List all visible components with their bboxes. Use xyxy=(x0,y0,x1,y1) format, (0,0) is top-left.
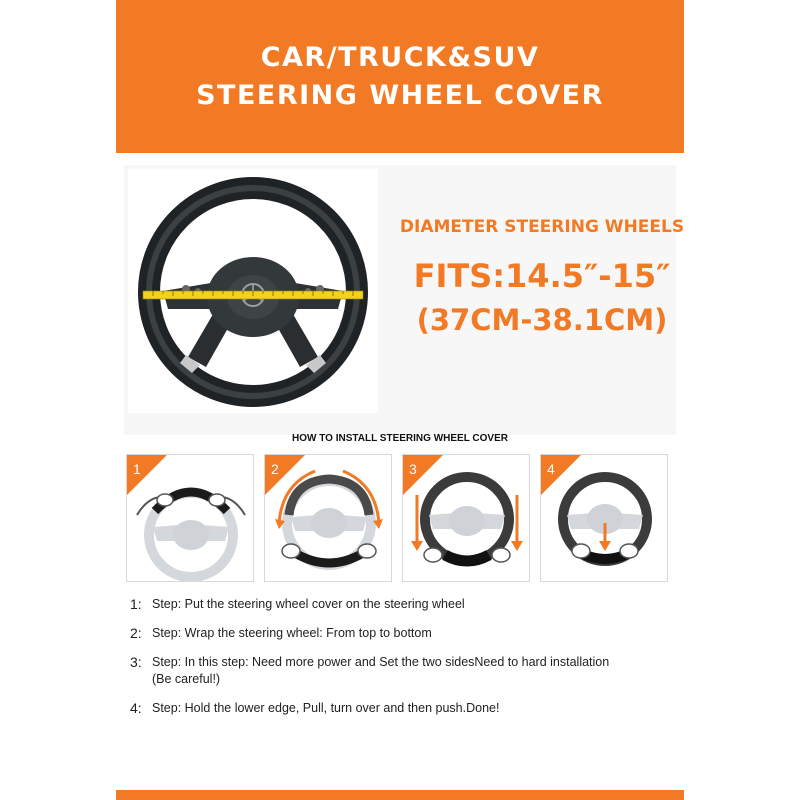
measured-wheel-image xyxy=(128,169,378,413)
step-text: Step: Wrap the steering wheel: From top to bottom xyxy=(152,626,432,640)
bottom-accent-bar xyxy=(116,790,684,800)
step-item-2 xyxy=(130,625,670,642)
step-4-illustration xyxy=(540,454,668,582)
banner-title-line1: CAR/TRUCK&SUV xyxy=(260,41,540,73)
step-3-number: 3 xyxy=(409,461,417,477)
install-steps-list xyxy=(130,596,670,729)
product-sheet xyxy=(116,0,684,800)
step-item-1 xyxy=(130,596,670,613)
install-heading: HOW TO INSTALL STEERING WHEEL COVER xyxy=(292,433,508,444)
step-text-continuation: (Be careful!) xyxy=(152,672,221,686)
steering-wheel-photo xyxy=(128,169,378,413)
step-3-illustration xyxy=(402,454,530,582)
step-number: 3: xyxy=(130,654,142,670)
step-4-number: 4 xyxy=(547,461,555,477)
title-banner xyxy=(116,0,684,153)
step-item-3 xyxy=(130,654,670,688)
step-2-number: 2 xyxy=(271,461,279,477)
step-text: Step: In this step: Need more power and Set the two sidesNeed to hard installation xyxy=(152,655,610,669)
step-text: Step: Put the steering wheel cover on the steering wheel xyxy=(152,597,465,611)
step-1-number: 1 xyxy=(133,461,141,477)
fit-size-cm: (37CM-38.1CM) xyxy=(416,303,668,337)
step-number: 1: xyxy=(130,596,142,612)
step-text-block xyxy=(152,654,670,688)
step-1-illustration xyxy=(126,454,254,582)
step-number: 4: xyxy=(130,700,142,716)
install-steps-illustrations xyxy=(126,454,678,582)
fit-size-inches: FITS:14.5″-15″ xyxy=(413,257,671,295)
banner-title-line2: STEERING WHEEL COVER xyxy=(196,79,604,111)
step-item-4 xyxy=(130,700,670,717)
step-2-illustration xyxy=(264,454,392,582)
diameter-subtitle: DIAMETER STEERING WHEELS xyxy=(399,217,685,237)
step-number: 2: xyxy=(130,625,142,641)
step-text: Step: Hold the lower edge, Pull, turn over and then push.Done! xyxy=(152,701,500,715)
size-section xyxy=(124,165,685,435)
